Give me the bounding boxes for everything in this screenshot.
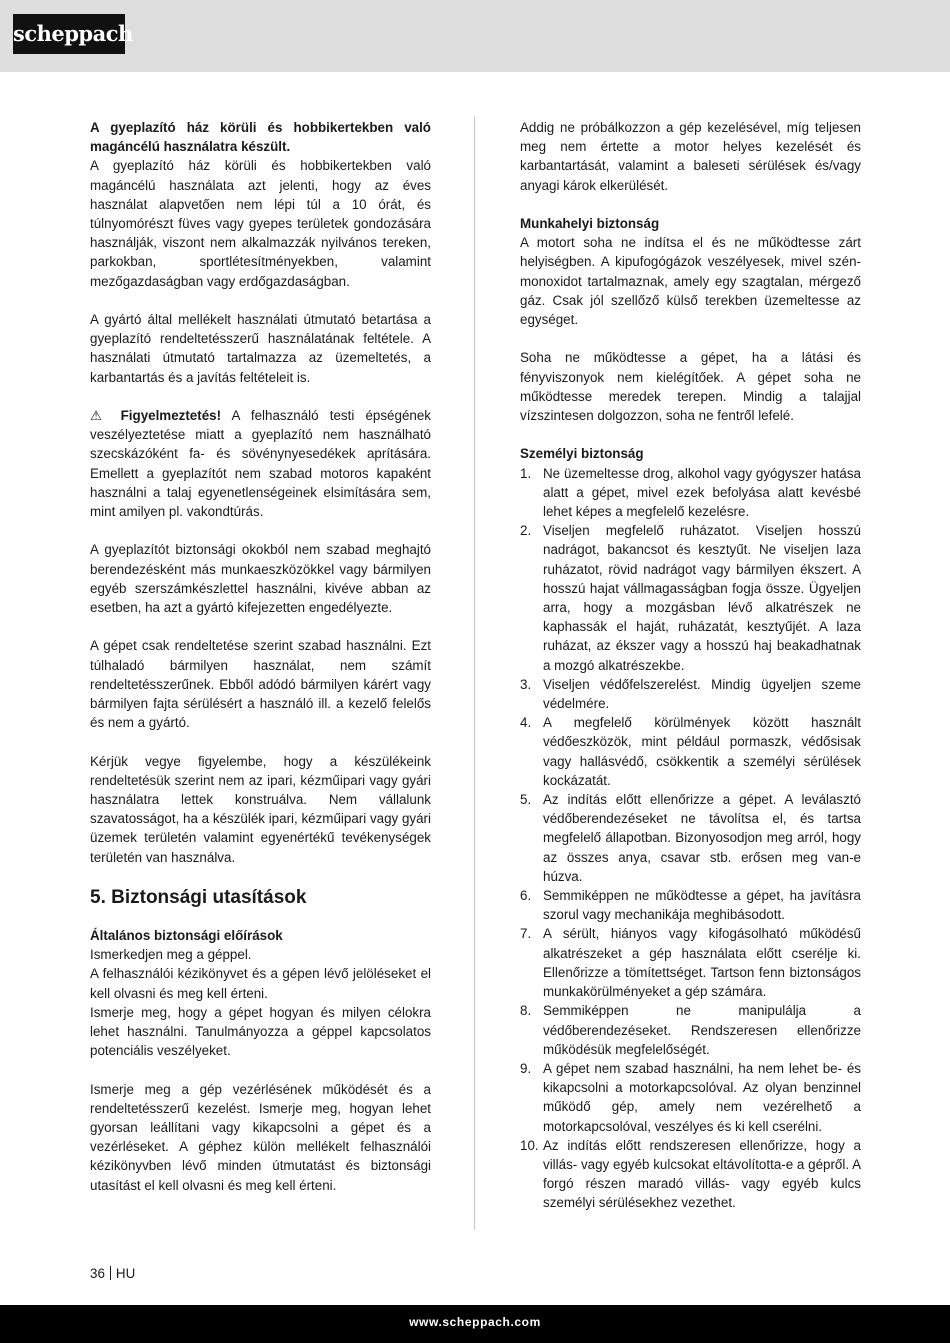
page-number-value: 36	[90, 1266, 105, 1281]
left-column	[90, 118, 431, 1214]
website-link[interactable]: www.scheppach.com	[409, 1315, 541, 1329]
list-text: A sérült, hiányos vagy kifogásolható működésű alkatrészeket a gép használata előtt cserélje ki. Ellenőrizze a tömítettséget. Tartson fenn biztonságos munkakörülményeket a gép számára.	[543, 926, 861, 1000]
warning-paragraph	[90, 406, 431, 521]
footer-bar	[0, 1305, 950, 1343]
list-item	[520, 1001, 861, 1059]
paragraph: Ismerkedjen meg a géppel.	[90, 947, 252, 963]
paragraph: A gyeplazítót biztonsági okokból nem szabad meghajtó berendezésként más munkaeszközökkel vagy bármilyen egyéb szerszámkészlettel használni, kivéve abban az esetben, ha azt a gyártó kifejezetten engedélyezte.	[90, 542, 431, 616]
list-item	[520, 886, 861, 924]
list-item	[520, 713, 861, 790]
separator	[110, 1266, 111, 1280]
list-number: 9.	[520, 1060, 532, 1076]
list-number: 5.	[520, 792, 532, 808]
list-text: A gépet nem szabad használni, ha nem lehet be- és kikapcsolni a motorkapcsolóval. Az olyan benzinnel működő gép, amely nem vezérelhető a motorkapcsolóval, veszélyes és ki kell cserélni.	[543, 1060, 861, 1134]
list-number: 4.	[520, 715, 532, 731]
list-number: 6.	[520, 888, 532, 904]
header-bar	[0, 0, 950, 72]
paragraph: Ismerje meg, hogy a gépet hogyan és milyen célokra lehet használni. Tanulmányozza a géppel kapcsolatos potenciális veszélyeket.	[90, 1004, 431, 1059]
paragraph: A gépet csak rendeltetése szerint szabad használni. Ezt túlhaladó bármilyen használat, nem számít rendeltetésszerűnek. Ebből adódó bármilyen kárért vagy bármilyen fajta sérülésért a használó ill. a kezelő felelős és nem a gyártó.	[90, 638, 431, 731]
private-use-heading: A gyeplazító ház körüli és hobbikertekben való magáncélú használatra készült.	[90, 120, 431, 155]
list-item	[520, 1136, 861, 1213]
list-text: Viseljen védőfelszerelést. Mindig ügyeljen szeme védelmére.	[543, 676, 861, 712]
paragraph: Kérjük vegye figyelembe, hogy a készülékeink rendeltetésük szerint nem az ipari, kézműipari vagy gyári használatra lettek konstruálva. Nem vállalunk szavatosságot, ha a készülék ipari, kézműipari vagy gyári üzemek területén valamint egyenértékű tevékenységek területén van használva.	[90, 753, 431, 865]
subheading-personal: Személyi biztonság	[520, 446, 644, 462]
list-number: 7.	[520, 926, 532, 942]
paragraph: Soha ne működtesse a gépet, ha a látási és fényviszonyok nem kielégítőek. A gépet soha ne működtesse meredek terepen. Mindig a talajjal vízszintesen dolgozzon, soha ne fentről lefelé.	[520, 350, 861, 424]
page-number	[90, 1265, 135, 1283]
list-text: A megfelelő körülmények között használt védőeszközök, mint például pormaszk, védősisak vagy hallásvédő, csökkentik a személyi sérülések kockázatát.	[543, 715, 861, 788]
brand-logo: scheppach	[13, 14, 125, 54]
list-text: Semmiképpen ne manipulálja a védőberendezéseket. Rendszeresen ellenőrizze működésük megfelelőségét.	[543, 1003, 861, 1057]
list-text: Az indítás előtt ellenőrizze a gépet. A leválasztó védőberendezéseket ne távolítsa el, és tartsa megfelelő állapotban. Bizonyosodjon meg arról, hogy az összes anya, csavar stb. erősen meg van-e húzva.	[543, 792, 861, 884]
list-item	[520, 790, 861, 886]
column-divider	[474, 116, 475, 1230]
list-item	[520, 675, 861, 713]
warning-icon: ⚠	[90, 408, 121, 424]
warning-label: Figyelmeztetés!	[120, 408, 222, 424]
list-item	[520, 924, 861, 1001]
list-item	[520, 1059, 861, 1136]
list-item	[520, 521, 861, 675]
paragraph: Ismerje meg a gép vezérlésének működését és a rendeltetésszerű kezelést. Ismerje meg, hogyan lehet gyorsan leállítani vagy kikapcsolni a gépet és a vezérléseket. A géphez külön mellékelt felhasználói kézikönyvben lévő minden útmutatást és biztonsági utasítást el kell olvasni és meg kell érteni.	[90, 1081, 431, 1193]
list-text: Semmiképpen ne működtesse a gépet, ha javításra szorul vagy mechanikája meghibásodott.	[543, 888, 861, 923]
paragraph: A motort soha ne indítsa el és ne működtesse zárt helyiségben. A kipufogógázok veszélyesek, mivel szén-monoxidot tartalmaznak, amely egy szagtalan, mérgező gáz. Csak jól szellőző külső terekben üzemeltesse az egységet.	[520, 235, 861, 328]
list-number: 2.	[520, 523, 532, 539]
paragraph: A felhasználói kézikönyvet és a gépen lévő jelöléseket el kell olvasni és meg kell érteni.	[90, 966, 431, 1001]
list-number: 3.	[520, 676, 532, 692]
paragraph: Addig ne próbálkozzon a gép kezelésével, míg teljesen meg nem értette a motor helyes kezelését és karbantartását, valamint a baleseti sérülések és/vagy anyagi károk elkerülését.	[520, 120, 861, 193]
list-number: 10.	[520, 1137, 539, 1153]
right-column	[520, 118, 861, 1213]
warning-text: A felhasználó testi épségének veszélyeztetése miatt a gyeplazító nem használható szecskázóként fa- és sövénynyesedékek aprítására. Emellett a gyeplazítót nem szabad motoros kapaként használni a talaj egyenetlenségeinek elsimítására sem, mint amilyen pl. vakondtúrás.	[90, 408, 431, 520]
paragraph: A gyártó által mellékelt használati útmutató betartása a gyeplazító rendeltetésszerű használatának feltétele. A használati útmutató tartalmazza az üzemeltetés, a karbantartás és a javítás feltételeit is.	[90, 312, 431, 385]
list-text: Viseljen megfelelő ruházatot. Viseljen hosszú nadrágot, bakancsot és kesztyűt. Ne viseljen laza ruházatot, rövid nadrágot vagy bármilyen ékszert. A hosszú hajat vállmagasságban fogja össze. Ügyeljen arra, hogy a mozgásban lévő alkatrészek ne kaphassák el haját, ruházatát, kesztyűjét. A laza ruházat, az ékszer vagy a hosszú haj beakadhatnak a mozgó alkatrészekbe.	[543, 523, 861, 673]
list-item	[520, 464, 861, 522]
list-number: 1.	[520, 465, 532, 481]
list-number: 8.	[520, 1003, 532, 1019]
subheading-general: Általános biztonsági előírások	[90, 928, 283, 944]
language-code: HU	[115, 1266, 136, 1281]
paragraph: A gyeplazító ház körüli és hobbikertekben való magáncélú használata azt jelenti, hogy az éves használat alapvetően nem lépi túl a 10 órát, és túlnyomórészt füves vagy gyepes területek gondozására használják, viszont nem alkalmazzák nyilvános tereken, parkokban, sportlétesítményekben, valamint mezőgazdaságban vagy erdőgazdaságban.	[90, 158, 431, 289]
list-text: Ne üzemeltesse drog, alkohol vagy gyógyszer hatása alatt a gépet, mivel ezek befolyása alatt kevésbé lehet képes a megfelelő kezelésre.	[543, 465, 861, 520]
subheading-workplace: Munkahelyi biztonság	[520, 216, 660, 231]
list-text: Az indítás előtt rendszeresen ellenőrizze, hogy a villás- vagy egyéb kulcsokat eltávolította-e a gépről. A forgó részen maradó villás- vagy egyéb kulcs személyi sérülésekhez vezethet.	[543, 1137, 861, 1211]
personal-safety-list	[520, 464, 861, 1213]
section-title: 5. Biztonsági utasítások	[90, 887, 307, 909]
